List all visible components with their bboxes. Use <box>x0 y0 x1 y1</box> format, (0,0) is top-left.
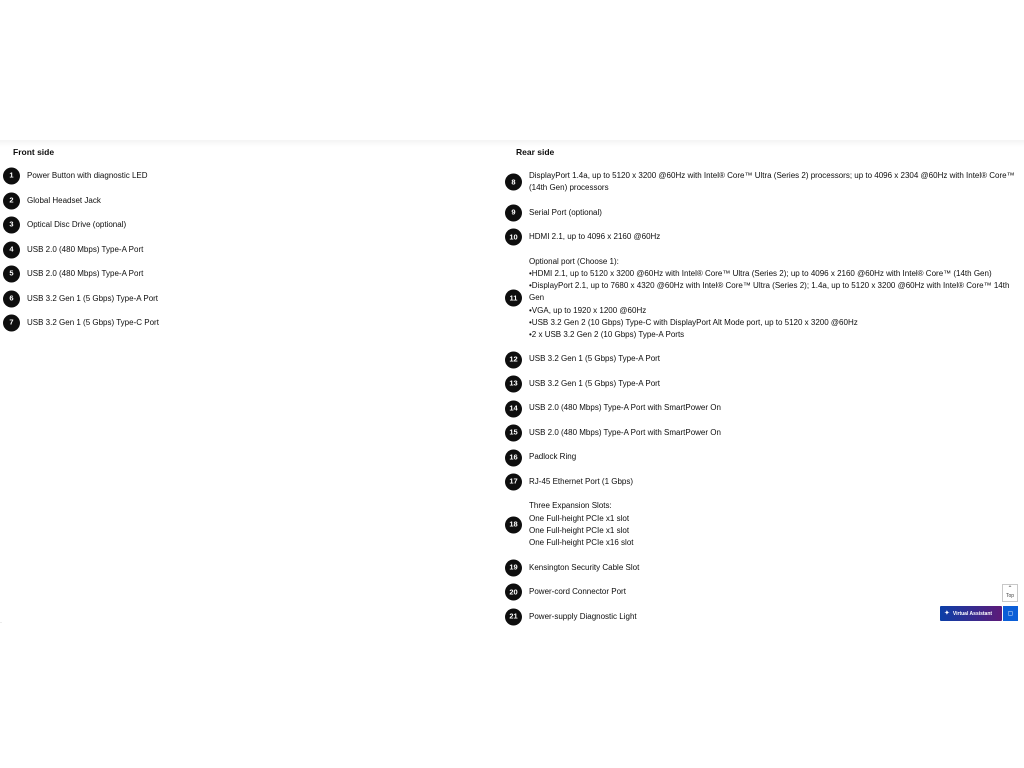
item-sublabel: One Full-height PCIe x1 slot <box>529 513 630 523</box>
item-sublabel: •HDMI 2.1, up to 5120 x 3200 @60Hz with Intel® Core™ Ultra (Series 2); up to 4096 x 2160 @60Hz with Intel® Core™ (14th Gen) <box>529 268 992 278</box>
item-sublabel: One Full-height PCIe x16 slot <box>529 538 634 548</box>
item-label: Optional port (Choose 1): <box>529 256 619 266</box>
list-item <box>503 427 1018 439</box>
rear-items-list <box>503 170 1018 623</box>
item-label: DisplayPort 1.4a, up to 5120 x 3200 @60Hz with Intel® Core™ Ultra (Series 2) processors; up to 4096 x 2304 @60Hz with Intel® Core™ (14th Gen) processors <box>529 171 1015 193</box>
item-label: HDMI 2.1, up to 4096 x 2160 @60Hz <box>529 232 661 242</box>
callout-badge: 1 <box>3 168 20 185</box>
list-item <box>503 378 1018 390</box>
list-item <box>0 268 470 280</box>
callout-badge: 21 <box>505 608 522 625</box>
list-item <box>503 562 1018 574</box>
item-sublabel: •DisplayPort 2.1, up to 7680 x 4320 @60Hz with Intel® Core™ Ultra (Series 2); 1.4a, up to 5120 x 3200 @60Hz with Intel® Core™ 14th Gen <box>529 281 1010 303</box>
back-to-top-button[interactable] <box>1002 584 1018 602</box>
list-item <box>503 500 1018 549</box>
item-label: USB 3.2 Gen 1 (5 Gbps) Type-A Port <box>529 354 661 364</box>
item-label: USB 3.2 Gen 1 (5 Gbps) Type-A Port <box>27 293 159 303</box>
item-label: USB 3.2 Gen 1 (5 Gbps) Type-A Port <box>529 378 661 388</box>
callout-badge: 3 <box>3 217 20 234</box>
assistant-minimize-button[interactable] <box>1003 606 1018 621</box>
callout-badge: 6 <box>3 290 20 307</box>
list-item <box>503 170 1018 194</box>
list-item <box>0 170 470 182</box>
chevron-up-icon: ⌃ <box>1007 586 1013 592</box>
item-label: USB 2.0 (480 Mbps) Type-A Port <box>27 244 144 254</box>
virtual-assistant-button[interactable] <box>940 606 1002 621</box>
callout-badge: 14 <box>505 400 522 417</box>
item-label: Power-supply Diagnostic Light <box>529 611 637 621</box>
callout-badge: 11 <box>505 290 522 307</box>
callout-badge: 10 <box>505 229 522 246</box>
callout-badge: 13 <box>505 376 522 393</box>
callout-badge: 17 <box>505 474 522 491</box>
item-label: Padlock Ring <box>529 452 577 462</box>
item-sublabel: •2 x USB 3.2 Gen 2 (10 Gbps) Type-A Ports <box>529 329 685 339</box>
list-item <box>0 293 470 305</box>
list-item <box>0 317 470 329</box>
callout-badge: 2 <box>3 192 20 209</box>
list-item <box>503 231 1018 243</box>
virtual-assistant-label: Virtual Assistant <box>952 610 993 617</box>
list-item <box>503 256 1018 341</box>
list-item <box>503 586 1018 598</box>
front-items-list <box>0 170 470 329</box>
list-item <box>0 244 470 256</box>
callout-badge: 16 <box>505 449 522 466</box>
callout-badge: 7 <box>3 315 20 332</box>
item-label: USB 2.0 (480 Mbps) Type-A Port with SmartPower On <box>529 427 721 437</box>
item-label: Serial Port (optional) <box>529 207 602 217</box>
front-side-column <box>0 146 470 342</box>
item-sublabel: •USB 3.2 Gen 2 (10 Gbps) Type-C with DisplayPort Alt Mode port, up to 5120 x 3200 @60Hz <box>529 317 858 327</box>
item-label: Three Expansion Slots: <box>529 501 612 511</box>
list-item <box>503 476 1018 488</box>
list-item <box>503 207 1018 219</box>
list-item <box>503 402 1018 414</box>
item-label: Kensington Security Cable Slot <box>529 562 640 572</box>
callout-badge: 8 <box>505 174 522 191</box>
callout-badge: 9 <box>505 204 522 221</box>
item-label: RJ-45 Ethernet Port (1 Gbps) <box>529 476 634 486</box>
item-label: USB 2.0 (480 Mbps) Type-A Port with SmartPower On <box>529 403 721 413</box>
item-label: Power Button with diagnostic LED <box>27 171 148 180</box>
list-item <box>0 195 470 207</box>
rear-side-heading: Rear side <box>516 147 555 157</box>
back-to-top-label: Top <box>1005 593 1015 599</box>
callout-badge: 18 <box>505 516 522 533</box>
edge-marker: · <box>0 620 2 626</box>
rear-side-column <box>503 146 1018 635</box>
item-sublabel: •VGA, up to 1920 x 1200 @60Hz <box>529 305 647 315</box>
item-label: Global Headset Jack <box>27 195 101 205</box>
item-label: USB 2.0 (480 Mbps) Type-A Port <box>27 269 144 278</box>
list-item <box>503 451 1018 463</box>
minimize-icon: ▢ <box>1007 611 1014 617</box>
sparkle-icon: ✦ <box>944 610 950 617</box>
callout-badge: 5 <box>3 266 20 283</box>
item-label: Optical Disc Drive (optional) <box>27 220 127 229</box>
callout-badge: 4 <box>3 241 20 258</box>
callout-badge: 20 <box>505 584 522 601</box>
callout-badge: 19 <box>505 559 522 576</box>
callout-badge: 12 <box>505 351 522 368</box>
front-side-heading: Front side <box>13 147 55 157</box>
list-item <box>503 353 1018 365</box>
callout-badge: 15 <box>505 425 522 442</box>
item-label: USB 3.2 Gen 1 (5 Gbps) Type-C Port <box>27 318 159 327</box>
item-label: Power-cord Connector Port <box>529 587 626 597</box>
item-sublabel: One Full-height PCIe x1 slot <box>529 525 630 535</box>
list-item <box>0 219 470 231</box>
